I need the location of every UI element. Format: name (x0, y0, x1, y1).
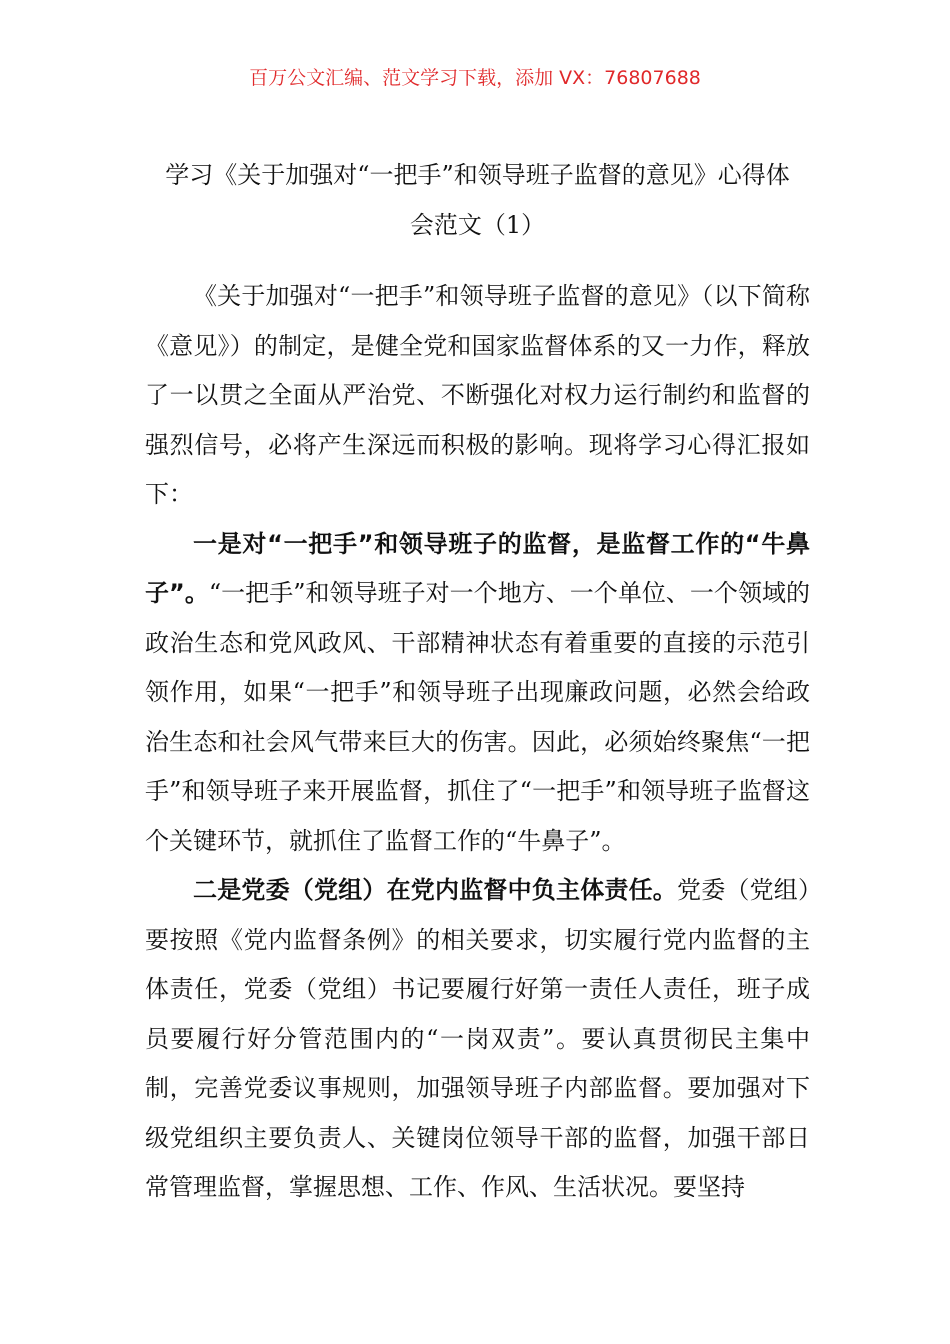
point-one-lead: 一是对“一把手”和领导班子的监督，是监督工作的“牛鼻子”。 (145, 529, 810, 607)
title-line-1: 学习《关于加强对“一把手”和领导班子监督的意见》心得体 (165, 161, 790, 189)
point-one-paragraph (145, 520, 810, 867)
title-line-2: 会范文（1） (409, 211, 546, 239)
header-banner: 百万公文汇编、范文学习下载，添加 VX：76807688 (249, 67, 701, 89)
document-body (145, 150, 810, 1213)
point-one-body: “一把手”和领导班子对一个地方、一个单位、一个领域的政治生态和党风政风、干部精神状态有着重要的直接的示范引领作用，如果“一把手”和领导班子出现廉政问题，必然会给政治生态和社会风气带来巨大的伤害。因此，必须始终聚焦“一把手”和领导班子来开展监督，抓住了“一把手”和领导班子监督这个关键环节，就抓住了监督工作的“牛鼻子”。 (145, 579, 810, 855)
intro-paragraph: 《关于加强对“一把手”和领导班子监督的意见》（以下简称《意见》）的制定，是健全党和国家监督体系的又一力作，释放了一以贯之全面从严治党、不断强化对权力运行制约和监督的强烈信号，必将产生深远而积极的影响。现将学习心得汇报如下： (145, 282, 810, 508)
document-title (145, 150, 810, 250)
point-two-lead: 二是党委（党组）在党内监督中负主体责任。 (193, 876, 677, 904)
point-two-body: 党委（党组）要按照《党内监督条例》的相关要求，切实履行党内监督的主体责任，党委（党组）书记要履行好第一责任人责任，班子成员要履行好分管范围内的“一岗双责”。要认真贯彻民主集中制，完善党委议事规则，加强领导班子内部监督。要加强对下级党组织主要负责人、关键岗位领导干部的监督，加强干部日常管理监督，掌握思想、工作、作风、生活状况。要坚持 (145, 876, 810, 1201)
point-two-paragraph (145, 866, 810, 1213)
